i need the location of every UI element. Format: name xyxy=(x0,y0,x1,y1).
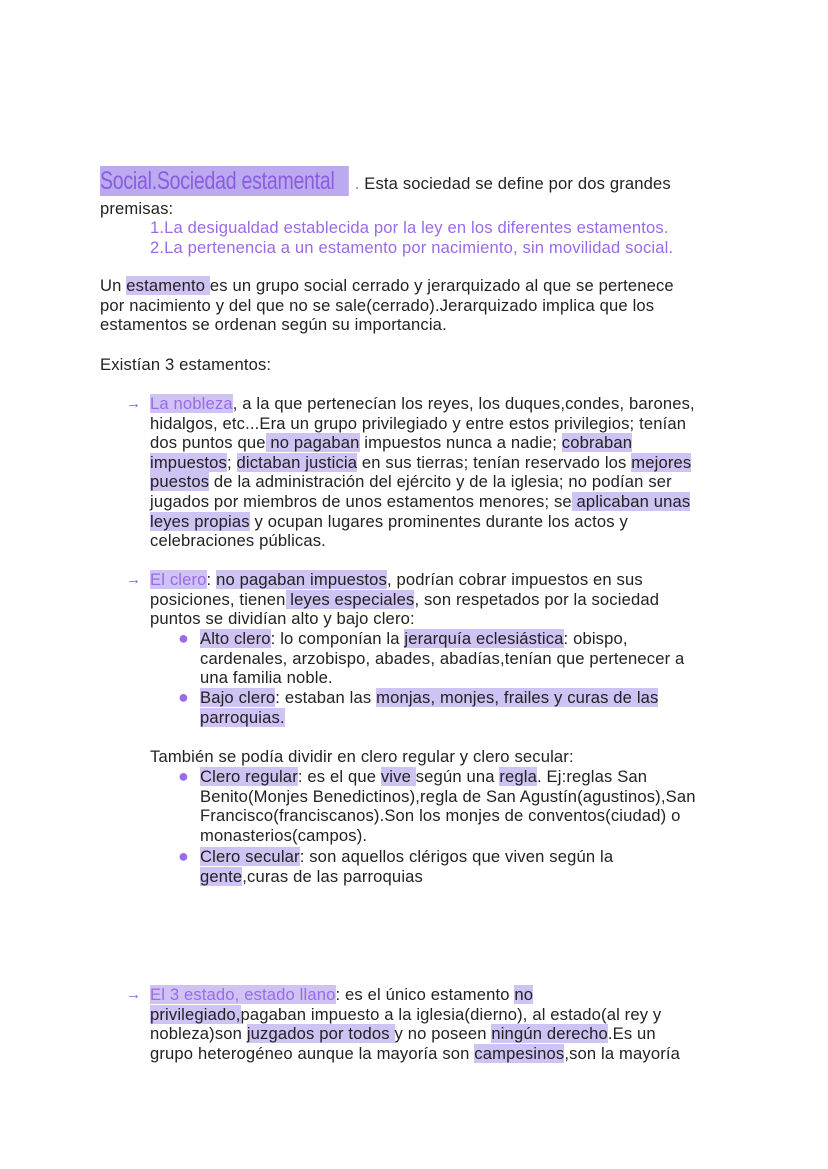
highlighted-text: regla xyxy=(499,767,538,786)
text-line xyxy=(100,166,671,196)
text-line xyxy=(150,238,673,258)
text-line xyxy=(200,787,696,807)
highlighted-text: juzgados por todos xyxy=(246,1024,395,1044)
text-span: jugados por miembros de unos estamentos menores; se xyxy=(150,491,572,511)
accent-highlighted-text: El clero xyxy=(150,570,207,589)
text-span: por nacimiento y del que no se sale(cerrado).Jerarquizado implica que los xyxy=(100,295,655,315)
text-span: , podrían cobrar impuestos en sus xyxy=(387,570,643,589)
text-line xyxy=(150,472,695,492)
premisas-label xyxy=(100,199,173,219)
text-span: nobleza)son xyxy=(150,1024,247,1044)
highlighted-text: no pagaban xyxy=(265,433,360,453)
estamento-definition xyxy=(100,276,674,335)
highlighted-text: Clero secular xyxy=(200,847,300,866)
text-span: Un xyxy=(100,276,127,295)
clero-regular-bullet xyxy=(178,766,696,845)
highlighted-text: privilegiado, xyxy=(150,1004,241,1024)
highlighted-text: mejores xyxy=(631,452,692,472)
highlighted-text: Alto clero xyxy=(200,629,271,648)
text-line xyxy=(200,708,658,728)
text-span: según una xyxy=(415,767,500,786)
text-span: posiciones, tienen xyxy=(150,589,286,609)
text-span: : estaban las xyxy=(275,688,377,707)
text-line xyxy=(150,531,695,551)
text-line xyxy=(200,688,658,708)
accent-highlighted-text: La nobleza xyxy=(150,394,233,413)
text-line xyxy=(150,985,680,1005)
arrow-icon: → xyxy=(126,395,141,412)
highlighted-text: Bajo clero xyxy=(200,688,276,707)
highlighted-text: Clero regular xyxy=(200,767,298,786)
highlighted-text: jerarquía eclesiástica xyxy=(404,629,564,648)
text-line xyxy=(150,1024,680,1044)
text-line xyxy=(200,867,613,887)
bullet-icon: ● xyxy=(178,687,189,707)
bullet-icon: ● xyxy=(178,766,189,786)
text-span: , a la que pertenecían los reyes, los duques,condes, barones, xyxy=(232,394,695,413)
text-span: puntos se dividían alto y bajo clero: xyxy=(150,609,415,629)
text-line xyxy=(150,453,695,473)
highlighted-text: estamento xyxy=(126,276,210,295)
text-span: . Ej:reglas San xyxy=(537,767,648,786)
text-line xyxy=(150,590,659,610)
bullet-icon: ● xyxy=(178,628,189,648)
text-span: ,son la mayoría xyxy=(564,1043,681,1063)
text-line xyxy=(200,767,696,787)
highlighted-text: puestos xyxy=(150,472,210,492)
text-line xyxy=(150,1044,680,1064)
text-span: : obispo, xyxy=(563,629,628,648)
text-line xyxy=(200,847,613,867)
highlighted-text: monjas, monjes, frailes y curas de las xyxy=(376,688,659,707)
accent-text: 1.La desigualdad establecida por la ley en los diferentes estamentos. xyxy=(150,218,669,237)
text-span: También se podía dividir en clero regular y clero secular: xyxy=(150,747,574,766)
text-span: : xyxy=(206,570,217,589)
highlighted-text: no xyxy=(514,985,534,1004)
nobleza-item xyxy=(126,394,695,551)
estado-llano-item xyxy=(126,985,681,1063)
clero-item xyxy=(126,570,660,629)
bullet-icon: ● xyxy=(178,846,189,866)
text-line xyxy=(150,512,695,532)
text-span: : es el único estamento xyxy=(335,985,515,1004)
text-line xyxy=(100,315,674,335)
highlighted-text: dictaban justicia xyxy=(236,452,358,472)
highlighted-text: leyes propias xyxy=(150,511,250,531)
text-span: cardenales, arzobispo, abades, abadías,tenían que pertenecer a xyxy=(200,648,685,668)
highlighted-text: leyes especiales xyxy=(285,589,415,609)
text-line xyxy=(150,433,695,453)
alto-clero-bullet xyxy=(178,628,685,688)
text-span: premisas: xyxy=(100,199,174,218)
highlighted-text: ningún derecho xyxy=(491,1024,608,1044)
text-line xyxy=(150,218,673,238)
text-line xyxy=(150,414,695,434)
accent-text: . xyxy=(354,174,360,193)
text-span: ,curas de las parroquias xyxy=(242,866,423,886)
text-line xyxy=(150,609,659,629)
text-span: Existían 3 estamentos: xyxy=(100,355,272,374)
text-line xyxy=(150,492,695,512)
text-span: pagaban impuesto a la iglesia(dierno), al estado(al rey y xyxy=(240,1004,662,1024)
text-span: Benito(Monjes Benedictinos),regla de San Agustín(agustinos),San xyxy=(200,786,696,806)
text-span: estamentos se ordenan según su importancia. xyxy=(100,315,447,335)
highlighted-text: parroquias. xyxy=(200,707,285,727)
existian-heading xyxy=(100,355,271,375)
text-span: monasterios(campos). xyxy=(200,825,368,845)
text-line xyxy=(150,394,695,414)
arrow-icon: → xyxy=(126,571,141,588)
text-line xyxy=(100,355,271,375)
text-span: de la administración del ejército y de la iglesia; no podían ser xyxy=(209,472,672,492)
bajo-clero-bullet xyxy=(178,687,659,727)
text-span: Esta sociedad se define por dos grandes xyxy=(359,174,671,193)
section-title xyxy=(100,166,671,196)
highlighted-text: gente xyxy=(200,866,243,886)
text-span: una familia noble. xyxy=(200,668,333,688)
clero-secular-bullet xyxy=(178,846,614,886)
highlighted-text: vive xyxy=(380,767,416,786)
highlighted-text: impuestos xyxy=(150,452,227,472)
text-line xyxy=(150,570,659,590)
highlighted-text: aplicaban unas xyxy=(571,491,691,511)
text-line xyxy=(100,199,173,219)
text-span: grupo heterogéneo aunque la mayoría son xyxy=(150,1043,475,1063)
text-span: , son respetados por la sociedad xyxy=(414,589,660,609)
text-span: es un grupo social cerrado y jerarquizado al que se pertenece xyxy=(209,276,674,295)
text-line xyxy=(100,296,674,316)
text-span: Francisco(franciscanos).Son los monjes de conventos(ciudad) o xyxy=(200,806,681,826)
highlighted-text: no pagaban impuestos xyxy=(216,570,387,589)
premises-list xyxy=(150,218,673,257)
text-span: en sus tierras; tenían reservado los xyxy=(357,452,632,472)
text-span: y no poseen xyxy=(394,1024,492,1044)
tambien-paragraph xyxy=(150,747,574,767)
text-span: : es el que xyxy=(297,767,381,786)
title-text: Social.Sociedad estamental xyxy=(100,166,349,196)
text-span: hidalgos, etc...Era un grupo privilegiado y entre estos privilegios; tenían xyxy=(150,413,687,433)
accent-text: 2.La pertenencia a un estamento por nacimiento, sin movilidad social. xyxy=(150,237,674,257)
text-line xyxy=(200,826,696,846)
text-span: y ocupan lugares prominentes durante los actos y xyxy=(249,511,628,531)
text-line xyxy=(150,747,574,767)
text-span: celebraciones públicas. xyxy=(150,531,326,551)
arrow-icon: → xyxy=(126,986,141,1003)
text-line xyxy=(200,668,684,688)
text-line xyxy=(150,1005,680,1025)
accent-highlighted-text: El 3 estado, estado llano xyxy=(150,985,336,1004)
text-span: .Es un xyxy=(607,1024,656,1044)
text-line xyxy=(200,649,684,669)
text-line xyxy=(200,806,696,826)
text-span: ; xyxy=(226,452,237,472)
text-span: dos puntos que xyxy=(150,433,266,453)
text-line xyxy=(100,276,674,296)
text-span: : lo componían la xyxy=(270,629,405,648)
text-span: : son aquellos clérigos que viven según la xyxy=(299,847,614,866)
text-line xyxy=(200,629,684,649)
text-span: impuestos nunca a nadie; xyxy=(359,433,562,453)
highlighted-text: campesinos xyxy=(474,1043,565,1063)
highlighted-text: cobraban xyxy=(561,433,633,453)
